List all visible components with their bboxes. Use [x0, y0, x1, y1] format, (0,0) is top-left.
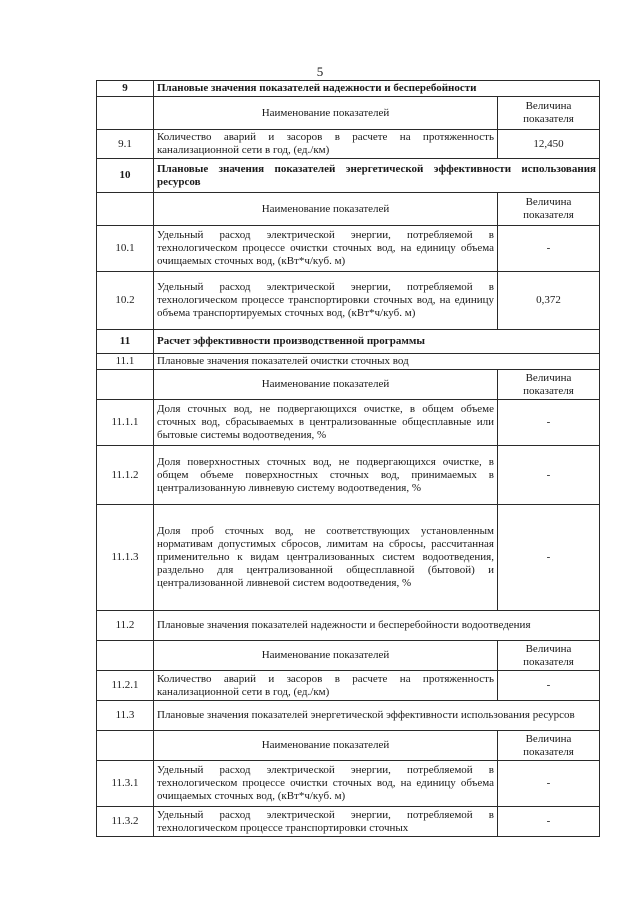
page-number: 5: [316, 64, 324, 79]
section-title: Плановые значения показателей энергетической эффективности использования ресурсов: [154, 159, 600, 193]
empty-cell: [97, 97, 154, 130]
row-number: 11.3: [97, 701, 154, 731]
header-row: [97, 193, 600, 226]
indicator-name: Доля проб сточных вод, не соответствующих установленным нормативам допустимых сбросов, лимитам на сбросы, рассчитанная применительно к видам централизованных систем водоотведения, раздельно для централизованной общесплавной (бытовой) и централизованной ливневой систем водоотведения, %: [154, 505, 498, 611]
indicator-value: -: [498, 807, 600, 837]
row-number: 9: [97, 81, 154, 97]
table-row: [97, 446, 600, 505]
row-number: 10: [97, 159, 154, 193]
row-number: 11: [97, 330, 154, 354]
indicator-name: Удельный расход электрической энергии, потребляемой в технологическом процессе очистки сточных вод, на единицу объема очищаемых сточных вод, (кВт*ч/куб. м): [154, 226, 498, 272]
empty-cell: [97, 193, 154, 226]
row-number: 11.2.1: [97, 671, 154, 701]
name-column-header: Наименование показателей: [154, 97, 498, 130]
section-9-row: [97, 81, 600, 97]
indicators-table: [96, 80, 600, 837]
section-11-row: [97, 330, 600, 354]
indicator-name: Удельный расход электрической энергии, потребляемой в технологическом процессе очистки сточных вод, на единицу объема очищаемых сточных вод, (кВт*ч/куб. м): [154, 761, 498, 807]
subsection-title: Плановые значения показателей энергетической эффективности использования ресурсов: [154, 701, 600, 731]
section-title: Плановые значения показателей надежности и бесперебойности: [154, 81, 600, 97]
value-column-header: Величина показателя: [498, 731, 600, 761]
row-number: 11.1.3: [97, 505, 154, 611]
table-row: [97, 226, 600, 272]
table-row: [97, 272, 600, 330]
table-row: [97, 761, 600, 807]
header-row: [97, 641, 600, 671]
table-row: [97, 671, 600, 701]
indicator-value: 12,450: [498, 130, 600, 159]
indicator-value: -: [498, 400, 600, 446]
row-number: 11.1: [97, 354, 154, 370]
row-number: 10.2: [97, 272, 154, 330]
empty-cell: [97, 370, 154, 400]
table-row: [97, 130, 600, 159]
subsection-11-2-row: [97, 611, 600, 641]
indicator-name: Удельный расход электрической энергии, потребляемой в технологическом процессе транспортировки сточных: [154, 807, 498, 837]
row-number: 10.1: [97, 226, 154, 272]
table-row: [97, 400, 600, 446]
header-row: [97, 731, 600, 761]
indicator-value: -: [498, 671, 600, 701]
row-number: 11.1.2: [97, 446, 154, 505]
indicator-value: -: [498, 226, 600, 272]
section-title: Расчет эффективности производственной программы: [154, 330, 600, 354]
row-number: 11.2: [97, 611, 154, 641]
empty-cell: [97, 731, 154, 761]
row-number: 11.1.1: [97, 400, 154, 446]
indicator-name: Удельный расход электрической энергии, потребляемой в технологическом процессе транспортировки сточных вод, на единицу объема транспортируемых сточных вод, (кВт*ч/куб. м): [154, 272, 498, 330]
indicator-name: Количество аварий и засоров в расчете на протяженность канализационной сети в год, (ед./км): [154, 130, 498, 159]
subsection-title: Плановые значения показателей очистки сточных вод: [154, 354, 600, 370]
value-column-header: Величина показателя: [498, 193, 600, 226]
indicator-value: 0,372: [498, 272, 600, 330]
row-number: 9.1: [97, 130, 154, 159]
indicator-value: -: [498, 446, 600, 505]
subsection-11-3-row: [97, 701, 600, 731]
value-column-header: Величина показателя: [498, 370, 600, 400]
name-column-header: Наименование показателей: [154, 641, 498, 671]
row-number: 11.3.1: [97, 761, 154, 807]
subsection-title: Плановые значения показателей надежности и бесперебойности водоотведения: [154, 611, 600, 641]
value-column-header: Величина показателя: [498, 641, 600, 671]
table-row: [97, 505, 600, 611]
name-column-header: Наименование показателей: [154, 731, 498, 761]
section-10-row: [97, 159, 600, 193]
indicator-name: Доля поверхностных сточных вод, не подвергающихся очистке, в общем объеме поверхностных сточных вод, принимаемых в централизованную ливневую систему водоотведения, %: [154, 446, 498, 505]
header-row: [97, 370, 600, 400]
header-row: [97, 97, 600, 130]
empty-cell: [97, 641, 154, 671]
indicator-name: Доля сточных вод, не подвергающихся очистке, в общем объеме сточных вод, сбрасываемых в централизованные общесплавные или бытовые системы водоотведения, %: [154, 400, 498, 446]
row-number: 11.3.2: [97, 807, 154, 837]
subsection-11-1-row: [97, 354, 600, 370]
indicator-value: -: [498, 761, 600, 807]
name-column-header: Наименование показателей: [154, 370, 498, 400]
name-column-header: Наименование показателей: [154, 193, 498, 226]
table-row: [97, 807, 600, 837]
value-column-header: Величина показателя: [498, 97, 600, 130]
indicator-value: -: [498, 505, 600, 611]
indicator-name: Количество аварий и засоров в расчете на протяженность канализационной сети в год, (ед./км): [154, 671, 498, 701]
